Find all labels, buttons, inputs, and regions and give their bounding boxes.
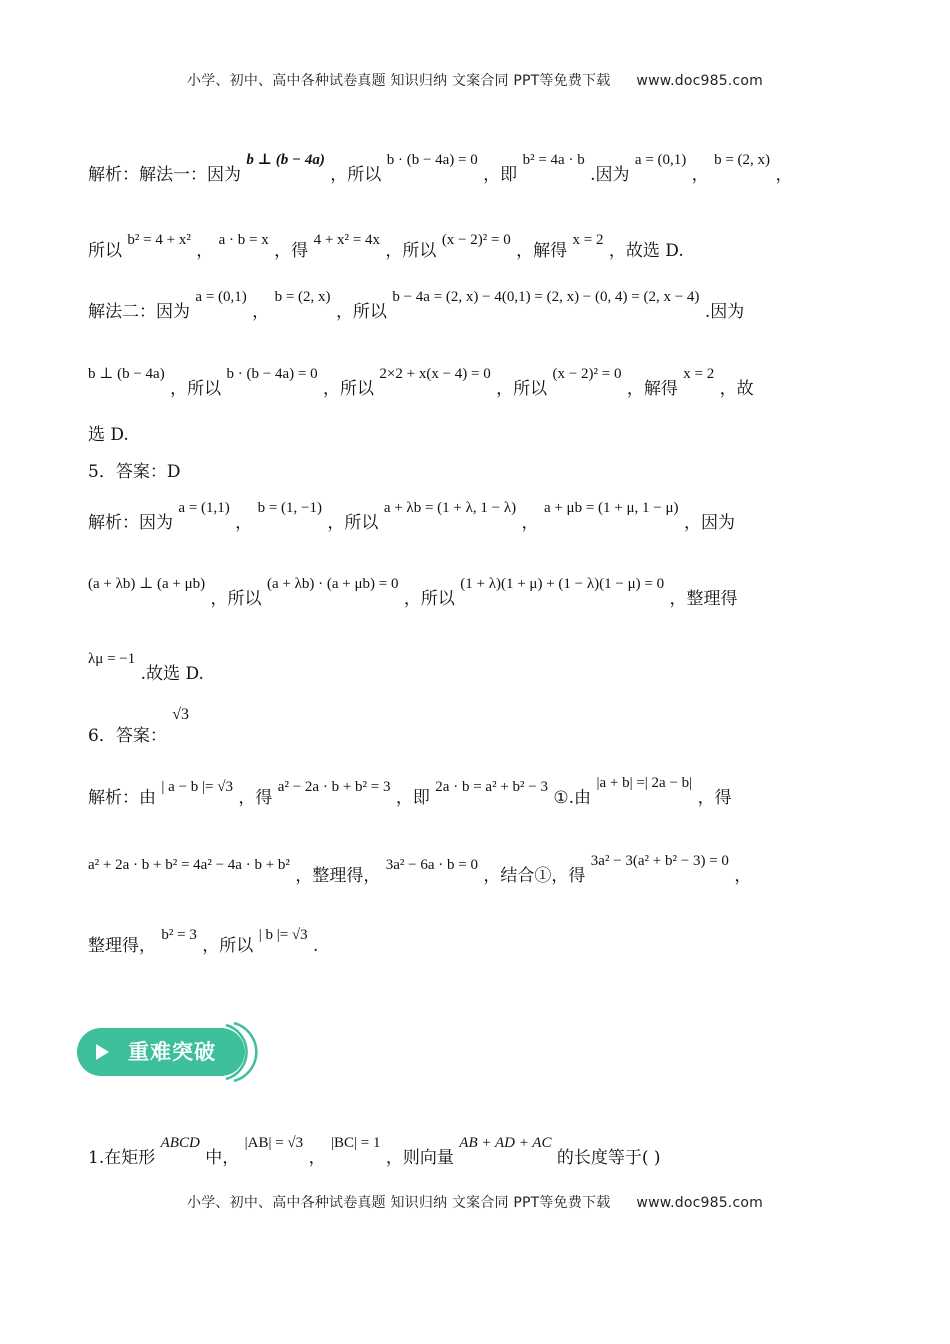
math-expr: b² = 3 (161, 927, 197, 943)
q5-answer: 5．答案：D (88, 462, 181, 482)
q5-line-3: λμ = −1 .故选 D. (88, 651, 204, 684)
math-expr: b − 4a = (2, x) − 4(0,1) = (2, x) − (0, 4) = (2, x − 4) (392, 289, 700, 305)
math-expr: b² = 4 + x² (127, 232, 191, 248)
math-expr: | a − b |= √3 (161, 779, 233, 795)
q6-line-3: 整理得， b² = 3 ，所以 | b |= √3 . (88, 927, 319, 956)
q5-line-1: 解析：因为 a = (1,1) ， b = (1, −1) ，所以 a + λb = (1 + λ, 1 − λ) ， a + μb = (1 + μ, 1 − μ) ，因为 (88, 500, 735, 533)
math-expr: b² = 4a · b (522, 152, 585, 168)
math-expr: |BC| = 1 (330, 1135, 381, 1151)
math-expr: (a + λb) · (a + μb) = 0 (266, 576, 399, 592)
problem-1: 1.在矩形 ABCD 中， |AB| = √3 ， |BC| = 1 ，则向量 AB + AD + AC 的长度等于( ) (88, 1135, 661, 1168)
q5-line-2: (a + λb) ⊥ (a + μb) ，所以 (a + λb) · (a + μb) = 0 ，所以 (1 + λ)(1 + μ) + (1 − λ)(1 − μ) = 0 ，整理得 (88, 576, 738, 609)
math-expr: a · b = x (218, 232, 269, 248)
q4-line-1: 解析：解法一：因为 b ⊥ (b − 4a) ，所以 b · (b − 4a) = 0 ，即 b² = 4a · b .因为 a = (0,1) ， b = (2, x) ， (88, 152, 793, 185)
math-expr: a = (0,1) (634, 152, 687, 168)
header-text: 小学、初中、高中各种试卷真题 知识归纳 文案合同 PPT等免费下载 (187, 73, 611, 89)
math-expr: a = (1,1) (178, 500, 230, 516)
math-expr: b ⊥ (b − 4a) (88, 366, 165, 382)
math-expr: b · (b − 4a) = 0 (386, 152, 478, 168)
math-expr: x = 2 (683, 366, 715, 382)
q6-line-2: a² + 2a · b + b² = 4a² − 4a · b + b² ，整理得， 3a² − 6a · b = 0 ，结合①，得 3a² − 3(a² + b² − 3) = 0 ， (88, 853, 752, 886)
math-expr: |a + b| =| 2a − b| (596, 775, 693, 791)
q6-answer: 6．答案： √3 (88, 706, 190, 746)
math-expr: b = (2, x) (274, 289, 331, 305)
math-expr: 2×2 + x(x − 4) = 0 (379, 366, 491, 382)
math-expr: λμ = −1 (88, 651, 136, 667)
q4-line-2: 所以 b² = 4 + x² ， a · b = x ，得 4 + x² = 4x ，所以 (x − 2)² = 0 ，解得 x = 2 ，故选 D. (88, 232, 684, 261)
math-expr: 3a² − 3(a² + b² − 3) = 0 (590, 853, 729, 869)
math-expr: b = (1, −1) (257, 500, 322, 516)
math-expr: a = (0,1) (195, 289, 247, 305)
math-expr: a + μb = (1 + μ, 1 − μ) (543, 500, 679, 516)
math-expr: (a + λb) ⊥ (a + μb) (88, 576, 206, 592)
footer-site: www.doc985.com (636, 1195, 763, 1211)
math-expr: x = 2 (572, 232, 604, 248)
math-expr: AB + AD + AC (459, 1135, 552, 1151)
banner-title: 重难突破 (128, 1040, 216, 1064)
math-expr: ABCD (160, 1135, 200, 1151)
math-expr: |AB| = √3 (244, 1135, 304, 1151)
math-expr: b ⊥ (b − 4a) (246, 152, 325, 168)
q4-line-3: 解法二：因为 a = (0,1) ， b = (2, x) ，所以 b − 4a = (2, x) − 4(0,1) = (2, x) − (0, 4) = (2, x − 4) .因为 (88, 289, 745, 322)
section-banner (76, 1022, 262, 1082)
math-expr: b · (b − 4a) = 0 (226, 366, 318, 382)
math-expr: (1 + λ)(1 + μ) + (1 − λ)(1 − μ) = 0 (460, 576, 665, 592)
q4-line-5: 选 D. (88, 425, 129, 445)
math-expr: b = (2, x) (714, 152, 771, 168)
math-expr: | b |= √3 (258, 927, 308, 943)
math-expr: 4 + x² = 4x (313, 232, 380, 248)
math-expr: 3a² − 6a · b = 0 (385, 857, 478, 873)
page-footer (0, 1192, 950, 1212)
q6-line-1: 解析：由 | a − b |= √3 ，得 a² − 2a · b + b² = 3 ，即 2a · b = a² + b² − 3 ①.由 |a + b| =| 2a − b| ，得 (88, 775, 732, 808)
math-expr: a + λb = (1 + λ, 1 − λ) (383, 500, 517, 516)
play-icon (96, 1044, 109, 1060)
q4-line-4: b ⊥ (b − 4a) ，所以 b · (b − 4a) = 0 ，所以 2×2 + x(x − 4) = 0 ，所以 (x − 2)² = 0 ，解得 x = 2 ，故 (88, 366, 754, 399)
page-header (0, 70, 950, 90)
math-expr: (x − 2)² = 0 (441, 232, 511, 248)
math-expr: √3 (172, 706, 190, 723)
footer-text: 小学、初中、高中各种试卷真题 知识归纳 文案合同 PPT等免费下载 (187, 1195, 611, 1211)
math-expr: a² − 2a · b + b² = 3 (277, 779, 391, 795)
math-expr: (x − 2)² = 0 (552, 366, 622, 382)
math-expr: 2a · b = a² + b² − 3 (435, 779, 548, 795)
math-expr: a² + 2a · b + b² = 4a² − 4a · b + b² (88, 857, 290, 873)
header-site: www.doc985.com (636, 73, 763, 89)
